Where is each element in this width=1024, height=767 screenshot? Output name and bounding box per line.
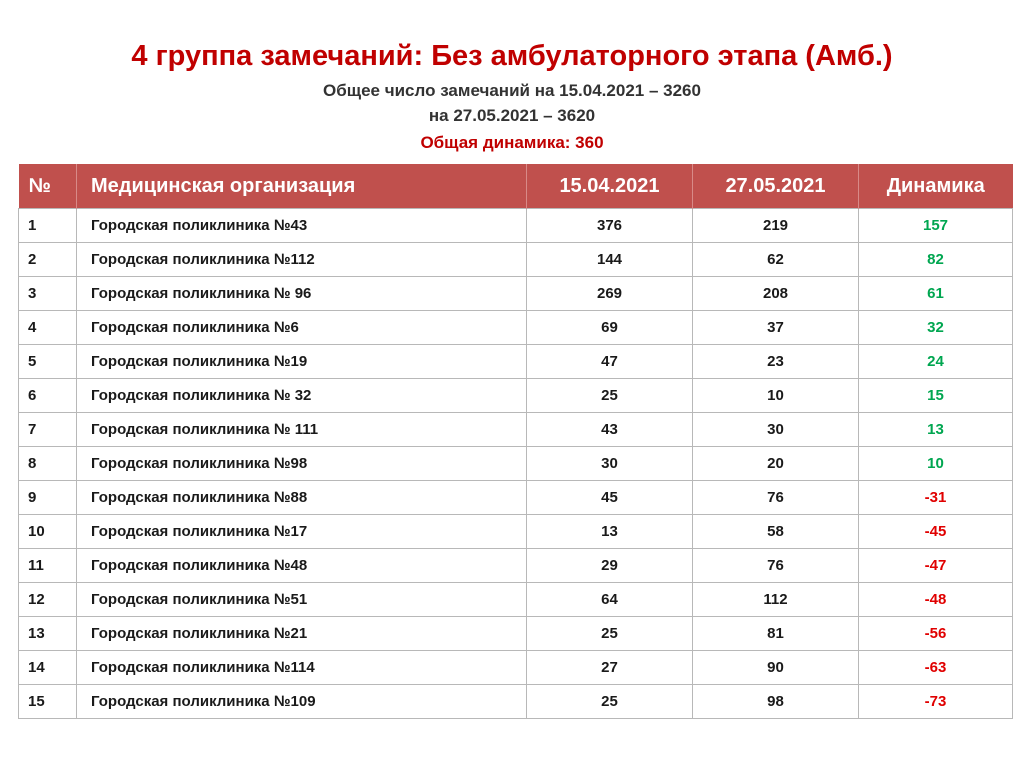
row-number: 14 [19, 651, 77, 685]
dynamics-value: -73 [859, 685, 1013, 719]
count-date-2: 112 [693, 583, 859, 617]
row-number: 13 [19, 617, 77, 651]
count-date-1: 69 [527, 311, 693, 345]
organization-name: Городская поликлиника №51 [77, 583, 527, 617]
count-date-2: 10 [693, 379, 859, 413]
count-date-2: 98 [693, 685, 859, 719]
row-number: 3 [19, 277, 77, 311]
row-number: 15 [19, 685, 77, 719]
organization-name: Городская поликлиника №6 [77, 311, 527, 345]
table-row [19, 209, 1013, 243]
count-date-2: 81 [693, 617, 859, 651]
column-header-number: № [19, 164, 77, 209]
row-number: 5 [19, 345, 77, 379]
dynamics-value: 15 [859, 379, 1013, 413]
count-date-1: 45 [527, 481, 693, 515]
count-date-1: 47 [527, 345, 693, 379]
dynamics-value: 82 [859, 243, 1013, 277]
row-number: 11 [19, 549, 77, 583]
row-number: 7 [19, 413, 77, 447]
column-header-dynamics: Динамика [859, 164, 1013, 209]
table-row [19, 481, 1013, 515]
dynamics-value: -47 [859, 549, 1013, 583]
table-row [19, 277, 1013, 311]
row-number: 9 [19, 481, 77, 515]
organization-name: Городская поликлиника № 96 [77, 277, 527, 311]
organization-name: Городская поликлиника №21 [77, 617, 527, 651]
table-header-row [19, 164, 1013, 209]
count-date-1: 13 [527, 515, 693, 549]
count-date-2: 219 [693, 209, 859, 243]
count-date-1: 30 [527, 447, 693, 481]
dynamics-value: 157 [859, 209, 1013, 243]
count-date-1: 64 [527, 583, 693, 617]
count-date-1: 43 [527, 413, 693, 447]
table-row [19, 515, 1013, 549]
dynamics-value: 32 [859, 311, 1013, 345]
dynamics-value: -56 [859, 617, 1013, 651]
table-row [19, 447, 1013, 481]
row-number: 8 [19, 447, 77, 481]
count-date-1: 25 [527, 685, 693, 719]
organization-name: Городская поликлиника №48 [77, 549, 527, 583]
row-number: 12 [19, 583, 77, 617]
count-date-1: 269 [527, 277, 693, 311]
count-date-1: 376 [527, 209, 693, 243]
dynamics-value: -45 [859, 515, 1013, 549]
total-count-line-2: на 27.05.2021 – 3620 [428, 106, 596, 125]
row-number: 2 [19, 243, 77, 277]
table-row [19, 413, 1013, 447]
row-number: 10 [19, 515, 77, 549]
total-dynamics: Общая динамика: 360 [420, 133, 604, 152]
column-header-date-1: 15.04.2021 [527, 164, 693, 209]
table-row [19, 379, 1013, 413]
organization-name: Городская поликлиника № 111 [77, 413, 527, 447]
count-date-2: 76 [693, 549, 859, 583]
table-row [19, 583, 1013, 617]
count-date-1: 29 [527, 549, 693, 583]
organization-name: Городская поликлиника №17 [77, 515, 527, 549]
organization-name: Городская поликлиника №98 [77, 447, 527, 481]
organization-name: Городская поликлиника №43 [77, 209, 527, 243]
column-header-date-2: 27.05.2021 [693, 164, 859, 209]
count-date-1: 25 [527, 617, 693, 651]
table-row [19, 243, 1013, 277]
row-number: 1 [19, 209, 77, 243]
count-date-2: 58 [693, 515, 859, 549]
row-number: 6 [19, 379, 77, 413]
table-row [19, 651, 1013, 685]
table-body [19, 209, 1013, 719]
organization-name: Городская поликлиника №109 [77, 685, 527, 719]
dynamics-value: -63 [859, 651, 1013, 685]
dynamics-value: 10 [859, 447, 1013, 481]
count-date-2: 208 [693, 277, 859, 311]
count-date-2: 37 [693, 311, 859, 345]
count-date-1: 27 [527, 651, 693, 685]
dynamics-value: -48 [859, 583, 1013, 617]
remarks-table [18, 164, 1013, 719]
count-date-1: 144 [527, 243, 693, 277]
count-date-1: 25 [527, 379, 693, 413]
organization-name: Городская поликлиника № 32 [77, 379, 527, 413]
dynamics-value: 24 [859, 345, 1013, 379]
row-number: 4 [19, 311, 77, 345]
organization-name: Городская поликлиника №112 [77, 243, 527, 277]
count-date-2: 62 [693, 243, 859, 277]
total-count-line-1: Общее число замечаний на 15.04.2021 – 3260 [323, 81, 701, 100]
count-date-2: 20 [693, 447, 859, 481]
dynamics-value: 13 [859, 413, 1013, 447]
table-row [19, 311, 1013, 345]
organization-name: Городская поликлиника №19 [77, 345, 527, 379]
table-row [19, 549, 1013, 583]
count-date-2: 90 [693, 651, 859, 685]
count-date-2: 30 [693, 413, 859, 447]
dynamics-value: -31 [859, 481, 1013, 515]
table-row [19, 685, 1013, 719]
page-title: 4 группа замечаний: Без амбулаторного этапа (Амб.) [131, 40, 893, 72]
dynamics-value: 61 [859, 277, 1013, 311]
table-row [19, 345, 1013, 379]
count-date-2: 23 [693, 345, 859, 379]
table-row [19, 617, 1013, 651]
organization-name: Городская поликлиника №114 [77, 651, 527, 685]
count-date-2: 76 [693, 481, 859, 515]
organization-name: Городская поликлиника №88 [77, 481, 527, 515]
column-header-organization: Медицинская организация [77, 164, 527, 209]
